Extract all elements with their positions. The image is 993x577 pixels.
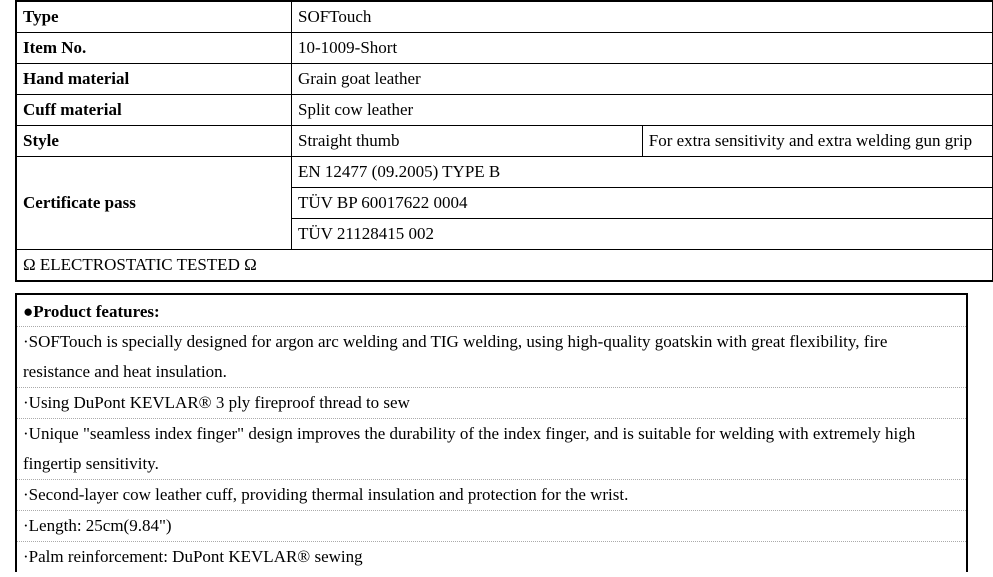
spec-value-style-note: For extra sensitivity and extra welding gun grip xyxy=(642,126,993,157)
spec-label-certificate: Certificate pass xyxy=(16,157,292,250)
table-row xyxy=(16,95,993,126)
list-item: ·Using DuPont KEVLAR® 3 ply fireproof thread to sew xyxy=(17,388,966,419)
list-item: ·Second-layer cow leather cuff, providing thermal insulation and protection for the wrist. xyxy=(17,480,966,511)
spec-value-certificate-3: TÜV 21128415 002 xyxy=(292,219,993,250)
table-row xyxy=(16,33,993,64)
table-row xyxy=(16,250,993,282)
table-row xyxy=(16,64,993,95)
spec-value-certificate-2: TÜV BP 60017622 0004 xyxy=(292,188,993,219)
list-item: ·SOFTouch is specially designed for argon arc welding and TIG welding, using high-quality goatskin with great flexibility, fire resistance and heat insulation. xyxy=(17,327,966,388)
table-row xyxy=(16,157,993,188)
list-item: ·Length: 25cm(9.84") xyxy=(17,511,966,542)
product-spec-table xyxy=(15,0,993,282)
spec-value-item-no: 10-1009-Short xyxy=(292,33,993,64)
table-row xyxy=(16,126,993,157)
product-features-box xyxy=(15,293,968,572)
list-item: ·Palm reinforcement: DuPont KEVLAR® sewing xyxy=(23,547,363,566)
spec-label-type: Type xyxy=(16,1,292,33)
spec-value-hand-material: Grain goat leather xyxy=(292,64,993,95)
spec-value-certificate-1: EN 12477 (09.2005) TYPE B xyxy=(292,157,993,188)
spec-value-type: SOFTouch xyxy=(292,1,993,33)
spec-label-style: Style xyxy=(16,126,292,157)
spec-value-style-thumb: Straight thumb xyxy=(292,126,643,157)
table-row xyxy=(16,1,993,33)
spec-label-hand-material: Hand material xyxy=(16,64,292,95)
list-item: ·Unique "seamless index finger" design improves the durability of the index finger, and is suitable for welding with extremely high fingertip sensitivity. xyxy=(17,419,966,480)
spec-label-item-no: Item No. xyxy=(16,33,292,64)
spec-label-cuff-material: Cuff material xyxy=(16,95,292,126)
product-features-title: ●Product features: xyxy=(17,295,966,327)
spec-value-cuff-material: Split cow leather xyxy=(292,95,993,126)
spec-electrostatic-tested: Ω ELECTROSTATIC TESTED Ω xyxy=(16,250,993,282)
